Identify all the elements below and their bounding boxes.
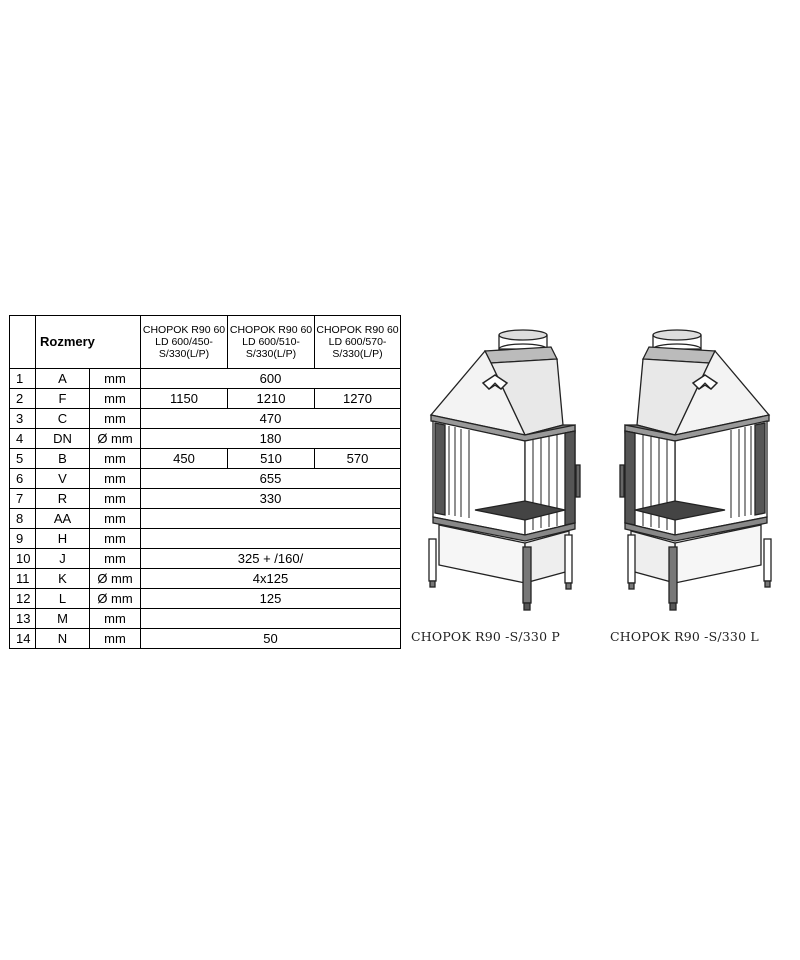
unit-cell: mm: [90, 389, 141, 409]
unit-cell: Ø mm: [90, 429, 141, 449]
table-row: [10, 549, 401, 569]
unit-cell: mm: [90, 369, 141, 389]
table-row: [10, 529, 401, 549]
row-number: 9: [10, 529, 36, 549]
table-row: [10, 509, 401, 529]
row-number: 2: [10, 389, 36, 409]
model-header-510: CHOPOK R90 60 LD 600/510-S/330(L/P): [228, 316, 315, 369]
row-number: 11: [10, 569, 36, 589]
row-number: 6: [10, 469, 36, 489]
value-cell: 470: [141, 409, 401, 429]
row-number: 14: [10, 629, 36, 649]
unit-cell: mm: [90, 509, 141, 529]
table-row: [10, 449, 401, 469]
unit-cell: Ø mm: [90, 569, 141, 589]
table-row: [10, 489, 401, 509]
caption-left-variant: CHOPOK R90 -S/330 L: [610, 629, 759, 644]
value-cell: 325 + /160/: [141, 549, 401, 569]
value-cell: 1210: [228, 389, 315, 409]
table-row: [10, 469, 401, 489]
model-header-450: CHOPOK R90 60 LD 600/450-S/330(L/P): [141, 316, 228, 369]
dimension-code: AA: [36, 509, 90, 529]
table-title: Rozmery: [36, 316, 141, 369]
dimension-code: C: [36, 409, 90, 429]
table-row: [10, 629, 401, 649]
unit-cell: mm: [90, 549, 141, 569]
value-cell: 510: [228, 449, 315, 469]
dimension-code: H: [36, 529, 90, 549]
table-row: [10, 409, 401, 429]
dimension-code: B: [36, 449, 90, 469]
row-number: 1: [10, 369, 36, 389]
row-number: 5: [10, 449, 36, 469]
value-cell: 4x125: [141, 569, 401, 589]
dimension-code: J: [36, 549, 90, 569]
dimension-code: M: [36, 609, 90, 629]
row-number: 12: [10, 589, 36, 609]
value-cell: 50: [141, 629, 401, 649]
row-number: 4: [10, 429, 36, 449]
dimension-code: K: [36, 569, 90, 589]
table-row: [10, 569, 401, 589]
dimension-code: A: [36, 369, 90, 389]
unit-cell: mm: [90, 489, 141, 509]
dimensions-table: [9, 315, 401, 649]
dimension-code: DN: [36, 429, 90, 449]
dimension-code: N: [36, 629, 90, 649]
drawing-right-variant: [425, 325, 590, 615]
dimension-code: R: [36, 489, 90, 509]
unit-cell: mm: [90, 629, 141, 649]
drawing-left-variant: [610, 325, 775, 615]
table-header-row: [10, 316, 401, 369]
value-cell: 1270: [315, 389, 401, 409]
value-cell: 180: [141, 429, 401, 449]
row-number: 8: [10, 509, 36, 529]
value-cell: 600: [141, 369, 401, 389]
value-cell: 570: [315, 449, 401, 469]
unit-cell: mm: [90, 529, 141, 549]
value-cell: [141, 529, 401, 549]
table-row: [10, 589, 401, 609]
row-number: 7: [10, 489, 36, 509]
value-cell: 450: [141, 449, 228, 469]
unit-cell: mm: [90, 409, 141, 429]
value-cell: 655: [141, 469, 401, 489]
unit-cell: mm: [90, 609, 141, 629]
dimension-code: F: [36, 389, 90, 409]
value-cell: [141, 609, 401, 629]
fireplace-right-drawing-icon: [425, 325, 590, 615]
header-empty-cell: [10, 316, 36, 369]
value-cell: 330: [141, 489, 401, 509]
table-row: [10, 369, 401, 389]
row-number: 3: [10, 409, 36, 429]
fireplace-left-drawing-icon: [610, 325, 775, 615]
unit-cell: Ø mm: [90, 589, 141, 609]
value-cell: [141, 509, 401, 529]
row-number: 10: [10, 549, 36, 569]
model-header-570: CHOPOK R90 60 LD 600/570-S/330(L/P): [315, 316, 401, 369]
unit-cell: mm: [90, 449, 141, 469]
dimension-code: L: [36, 589, 90, 609]
table-row: [10, 609, 401, 629]
caption-right-variant: CHOPOK R90 -S/330 P: [411, 629, 561, 644]
row-number: 13: [10, 609, 36, 629]
dimension-code: V: [36, 469, 90, 489]
table-row: [10, 429, 401, 449]
table-row: [10, 389, 401, 409]
value-cell: 125: [141, 589, 401, 609]
unit-cell: mm: [90, 469, 141, 489]
value-cell: 1150: [141, 389, 228, 409]
